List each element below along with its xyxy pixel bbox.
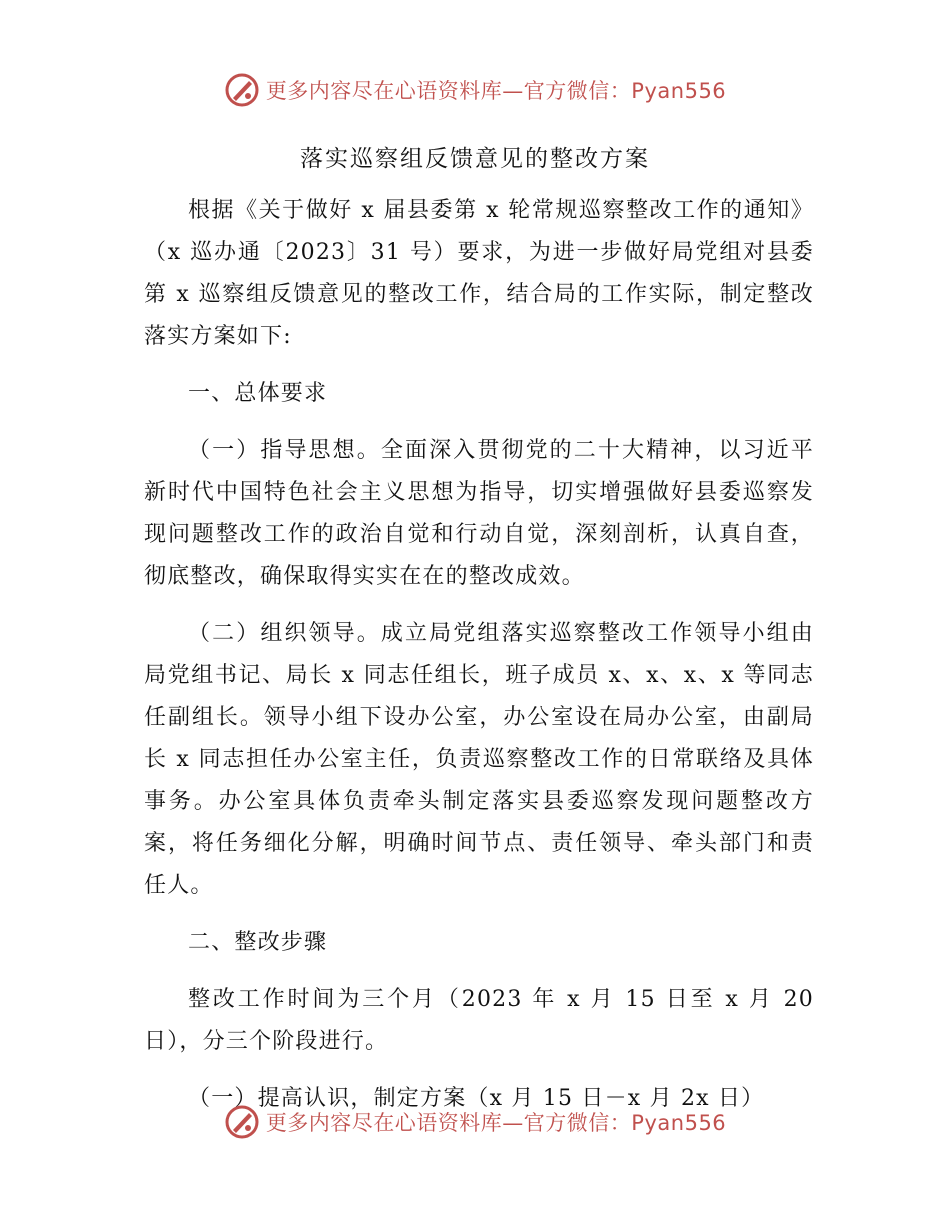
paragraph-timeline: 整改工作时间为三个月（2023 年 x 月 15 日至 x 月 20 日），分三个阶段进行。 [144, 987, 814, 1054]
footer-watermark-text: 更多内容尽在心语资料库—官方微信：Pyan556 [265, 1111, 727, 1135]
paragraph-phase-one: （一）提高认识，制定方案（x 月 15 日－x 月 2x 日） [188, 1086, 765, 1111]
paragraph-guiding-ideology: （一）指导思想。全面深入贯彻党的二十大精神，以习近平新时代中国特色社会主义思想为指导，切实增强做好县委巡察发现问题整改工作的政治自觉和行动自觉，深刻剖析，认真自查，彻底整改，确保取得实实在在的整改成效。 [144, 438, 814, 589]
paragraph-intro: 根据《关于做好 x 届县委第 x 轮常规巡察整改工作的通知》（x 巡办通〔2023〕31 号）要求，为进一步做好局党组对县委第 x 巡察组反馈意见的整改工作，结合局的工作实际，制定整改落实方案如下: [144, 198, 814, 349]
header-watermark-banner [0, 70, 950, 110]
footer-watermark-banner [0, 1102, 950, 1142]
heading-general-requirements: 一、总体要求 [188, 381, 328, 406]
heading-rectification-steps: 二、整改步骤 [188, 930, 328, 955]
document-title: 落实巡察组反馈意见的整改方案 [300, 146, 650, 172]
pen-seal-logo-icon [224, 72, 260, 108]
pen-seal-logo-icon [224, 1104, 260, 1140]
document-body [144, 190, 814, 1135]
header-watermark-text: 更多内容尽在心语资料库—官方微信：Pyan556 [265, 79, 727, 103]
paragraph-organization-leadership: （二）组织领导。成立局党组落实巡察整改工作领导小组由局党组书记、局长 x 同志任组长，班子成员 x、x、x、x 等同志任副组长。领导小组下设办公室，办公室设在局办公室，由副局长 x 同志担任办公室主任，负责巡察整改工作的日常联络及具体事务。办公室具体负责牵头制定落实县委巡察发现问题整改方案，将任务细化分解，明确时间节点、责任领导、牵头部门和责任人。 [144, 621, 814, 898]
